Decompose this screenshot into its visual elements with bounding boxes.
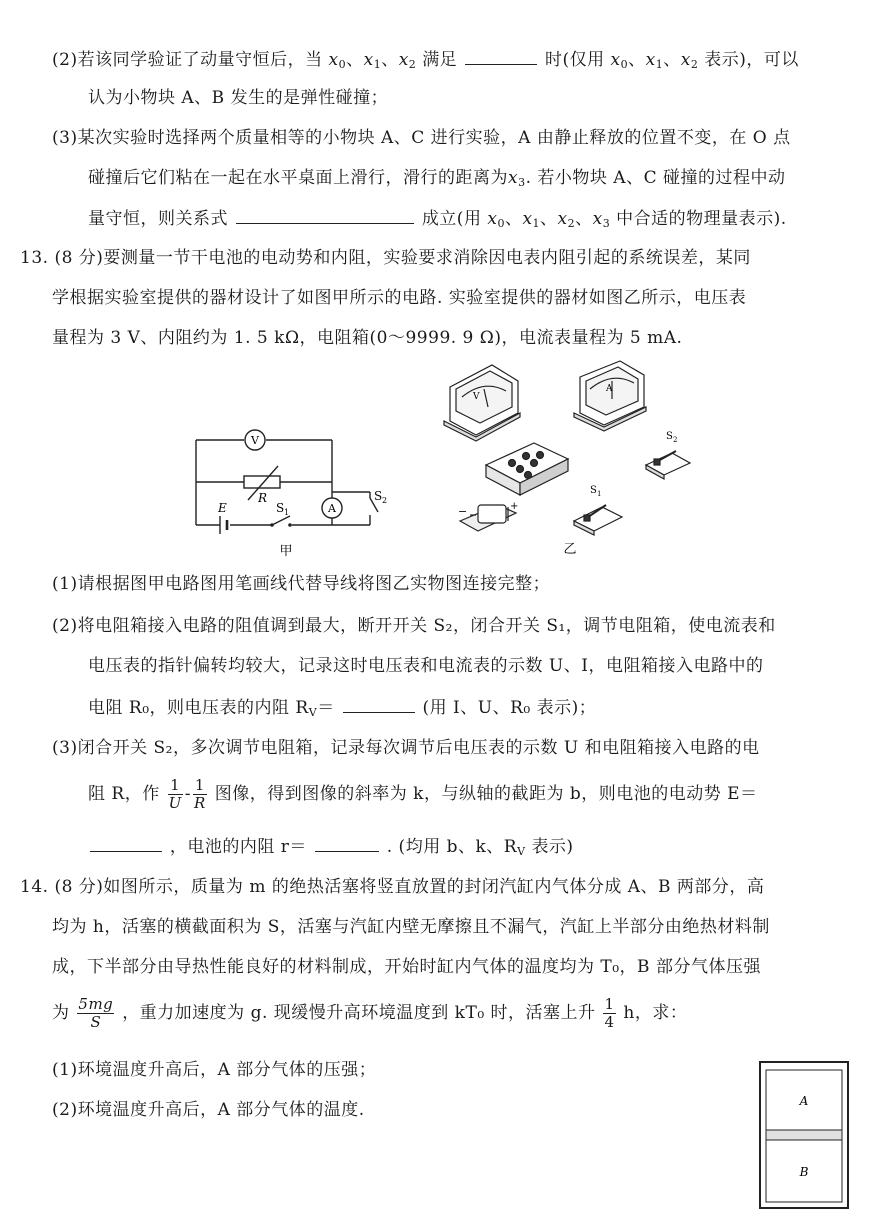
q14-stem-line3: 成，下半部分由导热性能良好的材料制成，开始时缸内气体的温度均为 T₀，B 部分气体压强 xyxy=(52,957,761,977)
resistance-box-device xyxy=(486,443,568,495)
q13-stem-line1: 13. (8 分)要测量一节干电池的电动势和内阻，实验要求消除因电表内阻引起的系统误差，某同 xyxy=(20,248,751,268)
q14-stem-line2: 均为 h，活塞的横截面积为 S，活塞与汽缸内壁无摩擦且不漏气，汽缸上半部分由绝热材料制 xyxy=(52,917,770,937)
ammeter-label: A xyxy=(328,502,336,515)
q14-stem-line1: 14. (8 分)如图所示，质量为 m 的绝热活塞将竖直放置的封闭汽缸内气体分成 A、B 两部分，高 xyxy=(20,877,765,897)
voltmeter-device xyxy=(444,365,520,441)
q13-part2-line2: 电压表的指针偏转均较大，记录这时电压表和电流表的示数 U、I，电阻箱接入电路中的 xyxy=(88,656,764,676)
q12-part3-line3: 量守恒，则关系式 成立(用 $x_0$、$x_1$、$x_2$、$x_3$ 中合适的物理量表示). xyxy=(88,205,787,236)
figure-caption-yi: 乙 xyxy=(563,542,577,557)
battery-minus-label: − xyxy=(458,505,468,518)
q12-part3-line1: (3)某次实验时选择两个质量相等的小物块 A、C 进行实验，A 由静止释放的位置不变，在 O 点 xyxy=(52,128,791,148)
cylinder-figure xyxy=(758,1060,852,1212)
q13-part3-line2: 阻 R，作 $\frac{1}{U}$ - $\frac{1}{R}$ 图像，得到图像的斜率为 k，与纵轴的截距为 b，则电池的电动势 E＝ xyxy=(88,776,758,812)
fraction-1-over-u: $\frac{1}{U}$ xyxy=(168,776,182,812)
answer-blank[interactable] xyxy=(315,833,379,852)
q12-part2-line1: (2)若该同学验证了动量守恒后，当 $x_0$、$x_1$、$x_2$ 满足 时(仅用 $x_0$、$x_1$、$x_2$ 表示)，可以 xyxy=(52,46,799,77)
switch-s2-device xyxy=(646,451,690,479)
q13-part2-line3: 电阻 R₀，则电压表的内阻 $R_V=$ (用 I、U、R₀ 表示)； xyxy=(88,694,596,725)
voltmeter-label: V xyxy=(251,434,259,447)
q13-part3-line1: (3)闭合开关 S₂，多次调节电阻箱，记录每次调节后电压表的示数 U 和电阻箱接入电路的电 xyxy=(52,738,760,758)
answer-blank[interactable] xyxy=(90,833,162,852)
apparatus-figure-yi xyxy=(440,355,700,560)
q13-part2-line1: (2)将电阻箱接入电路的阻值调到最大，断开开关 S₂，闭合开关 S₁，调节电阻箱，使电流表和 xyxy=(52,616,776,636)
switch-s2-device-sub: 2 xyxy=(673,436,678,444)
q14-stem-line4: 为 $\frac{5mg}{S}$ ，重力加速度为 g. 现缓慢升高环境温度到 kT₀ 时，活塞上升 $\frac{1}{4}$ h，求： xyxy=(52,995,688,1031)
answer-blank[interactable] xyxy=(343,694,415,713)
fraction-1-over-4: $\frac{1}{4}$ xyxy=(604,995,615,1031)
q14-question2: (2)环境温度升高后，A 部分气体的温度. xyxy=(52,1100,365,1120)
fraction-1-over-r: $\frac{1}{R}$ xyxy=(194,776,206,812)
battery-label: E xyxy=(218,501,227,515)
piston xyxy=(766,1130,842,1140)
switch-s1-label: S xyxy=(276,501,285,515)
gas-a-label: A xyxy=(799,1094,809,1108)
q12-part3-line2: 碰撞后它们粘在一起在水平桌面上滑行，滑行的距离为$x_3$. 若小物块 A、C 碰撞的过程中动 xyxy=(88,168,786,189)
figure-caption-jia: 甲 xyxy=(279,544,293,559)
answer-blank[interactable] xyxy=(236,205,414,224)
gas-b-label: B xyxy=(799,1165,809,1179)
switch-s2-sub: 2 xyxy=(382,496,388,505)
resistor-label: R xyxy=(258,491,268,505)
ammeter-device xyxy=(574,361,646,431)
ammeter-device-label: A xyxy=(606,384,613,394)
q14-question1: (1)环境温度升高后，A 部分气体的压强； xyxy=(52,1060,377,1080)
q13-stem-line2: 学根据实验室提供的器材设计了如图甲所示的电路. 实验室提供的器材如图乙所示，电压表 xyxy=(52,288,747,308)
voltmeter-device-label: V xyxy=(473,392,480,402)
q13-stem-line3: 量程为 3 V、内阻约为 1. 5 kΩ，电阻箱(0～9999. 9 Ω)，电流表量程为 5 mA. xyxy=(52,328,683,348)
switch-s2-label: S xyxy=(374,489,383,503)
fraction-5mg-over-s: $\frac{5mg}{S}$ xyxy=(78,995,114,1031)
switch-s2-device-label: S xyxy=(666,431,673,442)
switch-s1-sub: 1 xyxy=(284,508,290,517)
q13-part3-line3: ，电池的内阻 r＝ . (均用 b、k、$R_V$ 表示) xyxy=(88,833,574,864)
battery-plus-label: + xyxy=(510,501,519,512)
switch-s1-device-label: S xyxy=(590,485,597,496)
switch-s1-device-sub: 1 xyxy=(597,490,602,498)
battery-device xyxy=(460,505,516,531)
circuit-diagram-jia xyxy=(180,420,400,560)
q12-part2-line2: 认为小物块 A、B 发生的是弹性碰撞； xyxy=(88,88,389,108)
answer-blank[interactable] xyxy=(465,46,537,65)
switch-s1-device xyxy=(574,505,622,535)
q13-part1: (1)请根据图甲电路图用笔画线代替导线将图乙实物图连接完整； xyxy=(52,574,551,594)
